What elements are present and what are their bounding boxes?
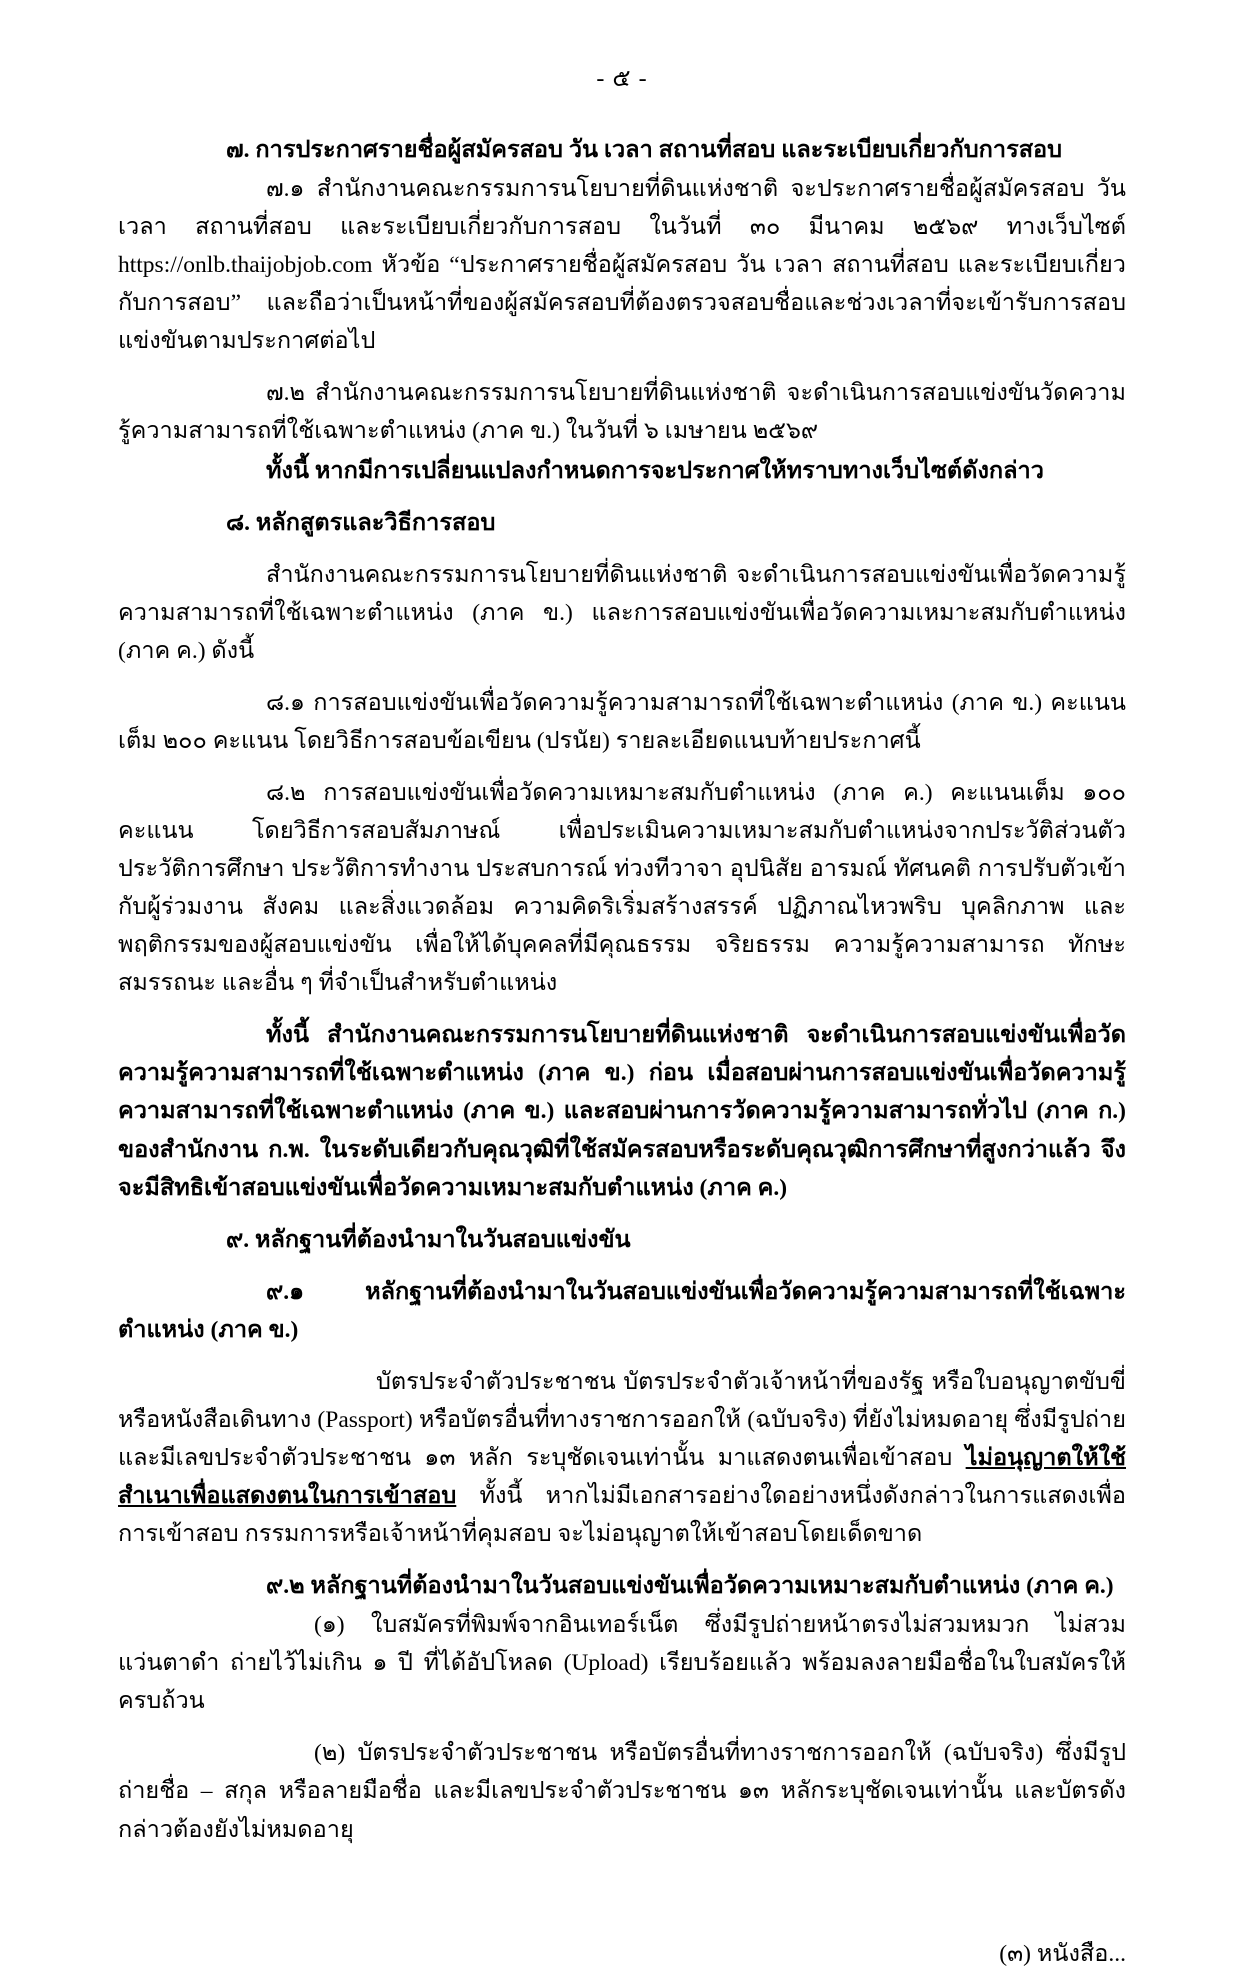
paragraph-9-2-item-2: (๒) บัตรประจำตัวประชาชน หรือบัตรอื่นที่ทางราชการออกให้ (ฉบับจริง) ซึ่งมีรูปถ่ายชื่อ – สกุล หรือลายมือชื่อ และมีเลขประจำตัวประชาชน ๑๓ หลักระบุชัดเจนเท่านั้น และบัตรดังกล่าวต้องยังไม่หมดอายุ bbox=[118, 1740, 1126, 1843]
paragraph-9-1: ๙.๑ หลักฐานที่ต้องนำมาในวันสอบแข่งขันเพื่อวัดความรู้ความสามารถที่ใช้เฉพาะตำแหน่ง (ภาค ข.) bbox=[118, 1278, 1126, 1343]
paragraph-8-1: ๘.๑ การสอบแข่งขันเพื่อวัดความรู้ความสามารถที่ใช้เฉพาะตำแหน่ง (ภาค ข.) คะแนนเต็ม ๒๐๐ คะแนน โดยวิธีการสอบข้อเขียน (ปรนัย) รายละเอียดแนบท้ายประกาศนี้ bbox=[118, 689, 1126, 754]
paragraph-section-7-heading: ๗. การประกาศรายชื่อผู้สมัครสอบ วัน เวลา สถานที่สอบ และระเบียบเกี่ยวกับการสอบ bbox=[226, 137, 1063, 163]
paragraph-section-8-heading: ๘. หลักสูตรและวิธีการสอบ bbox=[226, 509, 496, 536]
paragraph-8-intro: สำนักงานคณะกรรมการนโยบายที่ดินแห่งชาติ จะดำเนินการสอบแข่งขันเพื่อวัดความรู้ความสามารถที่ใช้เฉพาะตำแหน่ง (ภาค ข.) และการสอบแข่งขันเพื่อวัดความเหมาะสมกับตำแหน่ง (ภาค ค.) ดังนี้ bbox=[118, 561, 1126, 664]
paragraph-9-1-emphasis: ไม่อนุญาตให้ใช้สำเนาเพื่อแสดงตนในการเข้าสอบ bbox=[118, 1444, 1126, 1509]
document-body bbox=[118, 131, 1126, 1849]
paragraph-8-2: ๘.๒ การสอบแข่งขันเพื่อวัดความเหมาะสมกับตำแหน่ง (ภาค ค.) คะแนนเต็ม ๑๐๐ คะแนน โดยวิธีการสอบสัมภาษณ์ เพื่อประเมินความเหมาะสมกับตำแหน่งจากประวัติส่วนตัว ประวัติการศึกษา ประวัติการทำงาน ประสบการณ์ ท่วงทีวาจา อุปนิสัย อารมณ์ ทัศนคติ การปรับตัวเข้ากับผู้ร่วมงาน สังคม และสิ่งแวดล้อม ความคิดริเริ่มสร้างสรรค์ ปฏิภาณไหวพริบ บุคลิกภาพ และพฤติกรรมของผู้สอบแข่งขัน เพื่อให้ได้บุคคลที่มีคุณธรรม จริยธรรม ความรู้ความสามารถ ทักษะ สมรรถนะ และอื่น ๆ ที่จำเป็นสำหรับตำแหน่ง bbox=[118, 779, 1126, 997]
paragraph-9-2-item-1: (๑) ใบสมัครที่พิมพ์จากอินเทอร์เน็ต ซึ่งมีรูปถ่ายหน้าตรงไม่สวมหมวก ไม่สวมแว่นตาดำ ถ่ายไว้ไม่เกิน ๑ ปี ที่ได้อัปโหลด (Upload) เรียบร้อยแล้ว พร้อมลงลายมือชื่อในใบสมัครให้ครบถ้วน bbox=[118, 1612, 1126, 1715]
paragraph-8-note: ทั้งนี้ สำนักงานคณะกรรมการนโยบายที่ดินแห่งชาติ จะดำเนินการสอบแข่งขันเพื่อวัดความรู้ความสามารถที่ใช้เฉพาะตำแหน่ง (ภาค ข.) ก่อน เมื่อสอบผ่านการสอบแข่งขันเพื่อวัดความรู้ความสามารถที่ใช้เฉพาะตำแหน่ง (ภาค ข.) และสอบผ่านการวัดความรู้ความสามารถทั่วไป (ภาค ก.) ของสำนักงาน ก.พ. ในระดับเดียวกับคุณวุฒิที่ใช้สมัครสอบหรือระดับคุณวุฒิการศึกษาที่สูงกว่าแล้ว จึงจะมีสิทธิเข้าสอบแข่งขันเพื่อวัดความเหมาะสมกับตำแหน่ง (ภาค ค.) bbox=[118, 1022, 1126, 1201]
paragraph-9-1-detail bbox=[118, 1363, 1126, 1553]
paragraph-7-2: ๗.๒ สำนักงานคณะกรรมการนโยบายที่ดินแห่งชาติ จะดำเนินการสอบแข่งขันวัดความรู้ความสามารถที่ใช้เฉพาะตำแหน่ง (ภาค ข.) ในวันที่ ๖ เมษายน ๒๕๖๙ bbox=[118, 380, 1126, 445]
paragraph-9-1-detail-text-before: บัตรประจำตัวประชาชน บัตรประจำตัวเจ้าหน้าที่ของรัฐ หรือใบอนุญาตขับขี่ หรือหนังสือเดินทาง (Passport) หรือบัตรอื่นที่ทางราชการออกให้ (ฉบับจริง) ที่ยังไม่หมดอายุ ซึ่งมีรูปถ่ายและมีเลขประจำตัวประชาชน ๑๓ หลัก ระบุชัดเจนเท่านั้น มาแสดงตนเพื่อเข้าสอบ bbox=[118, 1368, 1126, 1471]
page-content bbox=[118, 58, 1126, 1972]
footer-continuation-note: (๓) หนังสือ... bbox=[999, 1940, 1126, 1967]
paragraph-7-note: ทั้งนี้ หากมีการเปลี่ยนแปลงกำหนดการจะประกาศให้ทราบทางเว็บไซต์ดังกล่าว bbox=[266, 457, 1044, 484]
paragraph-9-2: ๙.๒ หลักฐานที่ต้องนำมาในวันสอบแข่งขันเพื่อวัดความเหมาะสมกับตำแหน่ง (ภาค ค.) bbox=[266, 1573, 1114, 1600]
page-number: - ๕ - bbox=[596, 66, 648, 92]
paragraph-section-9-heading: ๙. หลักฐานที่ต้องนำมาในวันสอบแข่งขัน bbox=[226, 1226, 631, 1253]
paragraph-9-1-detail-text-after: ทั้งนี้ หากไม่มีเอกสารอย่างใดอย่างหนึ่งดังกล่าวในการแสดงเพื่อการเข้าสอบ กรรมการหรือเจ้าหน้าที่คุมสอบ จะไม่อนุญาตให้เข้าสอบโดยเด็ดขาด bbox=[118, 1483, 1126, 1548]
paragraph-7-1: ๗.๑ สำนักงานคณะกรรมการนโยบายที่ดินแห่งชาติ จะประกาศรายชื่อผู้สมัครสอบ วัน เวลา สถานที่สอบ และระเบียบเกี่ยวกับการสอบ ในวันที่ ๓๐ มีนาคม ๒๕๖๙ ทางเว็บไซต์ https://onlb.thaijobjob.com หัวข้อ “ประกาศรายชื่อผู้สมัครสอบ วัน เวลา สถานที่สอบ และระเบียบเกี่ยวกับการสอบ” และถือว่าเป็นหน้าที่ของผู้สมัครสอบที่ต้องตรวจสอบชื่อและช่วงเวลาที่จะเข้ารับการสอบแข่งขันตามประกาศต่อไป bbox=[118, 176, 1126, 355]
